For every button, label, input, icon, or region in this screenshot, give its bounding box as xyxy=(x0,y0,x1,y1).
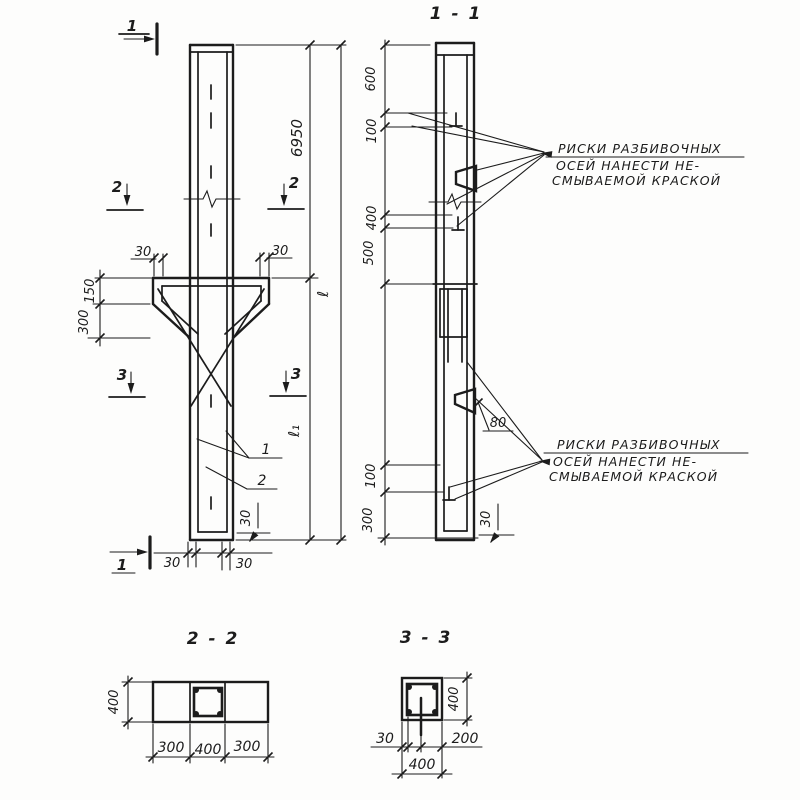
console-corbel xyxy=(153,278,269,406)
paint-note-upper xyxy=(408,113,744,226)
dim-label: 30 xyxy=(239,509,254,527)
cut-label: 3 xyxy=(290,365,302,383)
dim-bottom xyxy=(154,542,272,572)
dim-console-cover-right xyxy=(256,244,293,276)
dim-width-chain xyxy=(146,724,274,763)
lifting-hook-lower xyxy=(455,389,475,413)
cut-label: 3 xyxy=(116,366,128,384)
note-line-2: осей нанести не- xyxy=(553,454,698,469)
cut-label: 2 xyxy=(288,174,300,192)
dim-label: 400 xyxy=(408,757,436,773)
elevation-view xyxy=(77,17,346,574)
dim-label: 80 xyxy=(489,416,507,431)
section-title: 3 - 3 xyxy=(399,628,453,648)
dim-label: 30 xyxy=(376,731,394,747)
section-title: 2 - 2 xyxy=(186,629,240,649)
section-1-1-view xyxy=(361,4,748,545)
section-3-3-view xyxy=(371,628,482,779)
console-side-view xyxy=(433,284,477,362)
note-line-2: осей нанести не- xyxy=(556,158,701,173)
dim-label: 300 xyxy=(233,739,261,755)
section-title: 1 - 1 xyxy=(429,4,483,24)
dim-console-left-chain xyxy=(77,270,152,346)
cut-mark-3-left xyxy=(109,366,145,397)
cut-label: 2 xyxy=(111,178,123,196)
note-line-3: смываемой краской xyxy=(552,173,722,188)
dim-label: 500 xyxy=(362,240,377,266)
dim-label: 400 xyxy=(194,742,222,758)
dim-height-400 xyxy=(444,672,472,726)
dim-label: 150 xyxy=(83,278,98,304)
dim-bottom-cover xyxy=(237,503,270,544)
stirrup-with-rebar xyxy=(193,687,223,717)
cross-brace xyxy=(158,289,231,406)
cut-mark-3-right xyxy=(270,365,306,396)
column-outline xyxy=(184,45,240,540)
item-number: 2 xyxy=(257,473,267,489)
item-leader-1 xyxy=(197,431,282,458)
stirrup-with-rebar xyxy=(406,684,438,735)
dim-label: 30 xyxy=(271,244,289,259)
cut-label: 1 xyxy=(126,17,138,35)
dim-width-400 xyxy=(392,757,452,779)
dim-6950: 6950 xyxy=(288,118,306,158)
dim-label: 300 xyxy=(361,507,376,533)
item-number: 1 xyxy=(261,442,271,458)
dim-console-cover-left xyxy=(131,245,168,276)
cut-mark-2-right xyxy=(268,174,304,209)
dim-cover-30 xyxy=(479,504,514,545)
dim-label: 30 xyxy=(235,557,253,572)
dim-l: ℓ xyxy=(314,290,332,298)
dim-label: 100 xyxy=(365,118,380,144)
dim-label: 300 xyxy=(77,309,92,335)
dim-label: 30 xyxy=(479,510,494,528)
note-line-1: Риски разбивочных xyxy=(558,141,722,156)
dim-label: 30 xyxy=(134,245,152,260)
dim-label: 400 xyxy=(365,205,380,231)
dim-label: 300 xyxy=(157,740,185,756)
item-leader-2 xyxy=(206,467,277,489)
dim-label: 100 xyxy=(364,463,379,489)
cut-mark-2-left xyxy=(107,178,143,210)
break-line xyxy=(184,191,240,207)
cut-label: 1 xyxy=(116,556,128,574)
dim-overall-right xyxy=(236,41,346,545)
note-line-3: смываемой краской xyxy=(549,469,719,484)
note-line-1: Риски разбивочных xyxy=(557,437,721,452)
dim-label: 600 xyxy=(364,66,379,92)
cut-mark-1-top xyxy=(119,17,157,54)
section-2-2-view xyxy=(107,629,274,763)
cut-mark-1-bottom xyxy=(110,537,150,574)
dim-label: 400 xyxy=(107,689,122,715)
dim-height-400 xyxy=(107,676,152,729)
dim-label: 30 xyxy=(163,556,181,571)
dim-label: 400 xyxy=(447,686,462,712)
dim-l1: ℓ₁ xyxy=(285,424,303,438)
dim-label: 200 xyxy=(451,731,479,747)
